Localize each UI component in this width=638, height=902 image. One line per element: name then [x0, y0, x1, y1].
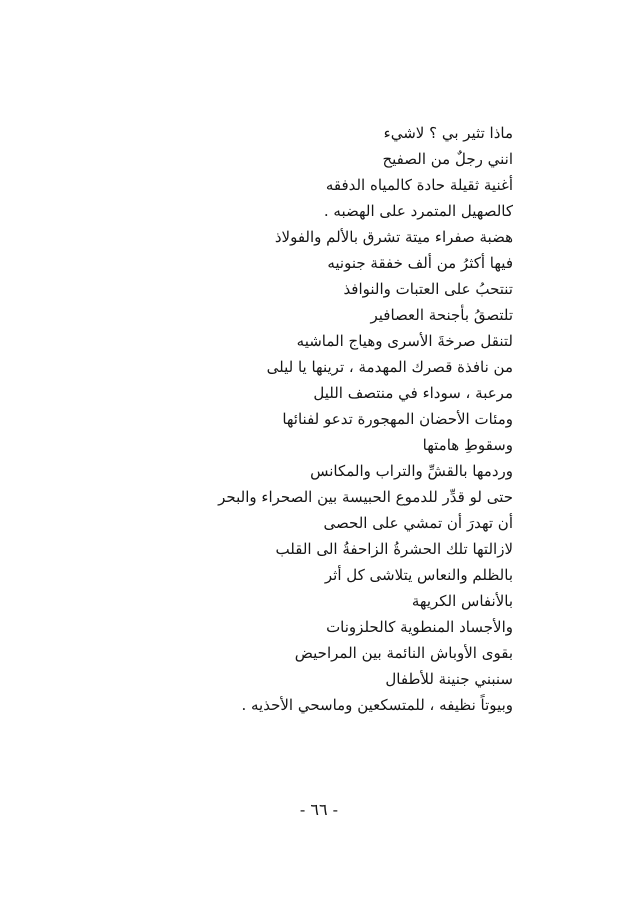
poem-line-7: تنتحبُ على العتبات والنوافذ	[343, 280, 513, 298]
poem-line-17: لازالتها تلك الحشرةُ الزاحفةُ الى القلب	[275, 540, 513, 558]
poem-line-21: بقوى الأوباش النائمة بين المراحيض	[294, 644, 513, 662]
poem-line-10: من نافذة قصرك المهدمة ، ترينها يا ليلى	[266, 358, 513, 376]
poem-line-14: وردمها بالقشِّ والتراب والمكانس	[310, 462, 513, 480]
poem-line-6: فيها أكثرُ من ألف خفقة جنونيه	[327, 254, 513, 272]
poem-line-1: ماذا تثير بي ؟ لاشيء	[383, 124, 513, 142]
poem-line-9: لتنقل صرخةَ الأسرى وهياج الماشيه	[296, 332, 513, 350]
poem-line-8: تلتصقُ بأجنحة العصافير	[370, 306, 513, 324]
poem-line-16: أن تهدرَ أن تمشي على الحصى	[323, 514, 513, 532]
poem-line-23: وبيوتاً نظيفه ، للمتسكعين وماسحي الأحذيه .	[241, 696, 513, 714]
poem-line-20: والأجساد المنطوية كالحلزونات	[326, 618, 513, 636]
poem-line-4: كالصهيل المتمرد على الهضبه .	[323, 202, 513, 220]
page-number: - ٦٦ -	[299, 800, 339, 819]
poem-line-11: مرعبة ، سوداء في منتصف الليل	[313, 384, 513, 402]
poem-line-22: سنبني جنينة للأطفال	[385, 670, 513, 688]
poem-line-15: حتى لو قدِّر للدموع الحبيسة بين الصحراء والبحر	[218, 488, 513, 506]
poem-line-2: انني رجلٌ من الصفيح	[382, 150, 513, 168]
poem-line-12: ومئات الأحضان المهجورة تدعو لفنائها	[282, 410, 513, 428]
poem-line-13: وسقوطِ هامتها	[422, 436, 513, 454]
poem-text	[113, 120, 513, 718]
poem-line-3: أغنية ثقيلة حادة كالمياه الدفقه	[325, 176, 513, 194]
poem-line-19: بالأنفاس الكريهة	[411, 592, 513, 610]
poem-line-18: بالظلم والنعاس يتلاشى كل أثر	[324, 566, 513, 584]
poem-line-5: هضبة صفراء ميتة تشرق بالألم والفولاذ	[274, 228, 513, 246]
